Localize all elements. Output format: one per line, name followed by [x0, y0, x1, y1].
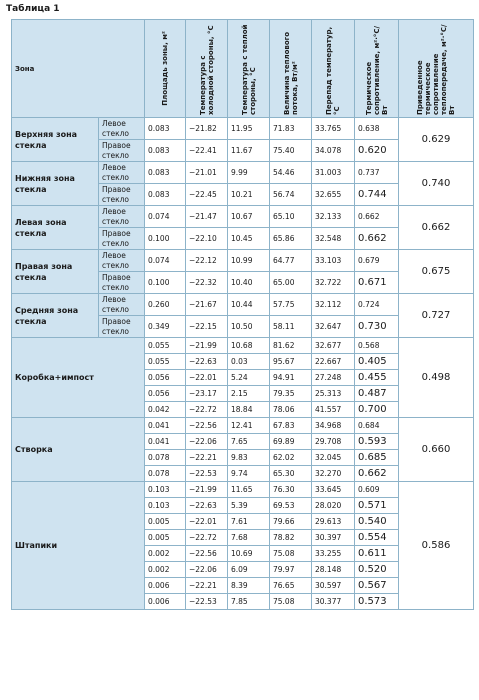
cell-area: 0.005	[145, 514, 186, 530]
cell-r: 0.662	[355, 228, 399, 250]
cell-dt: 30.377	[312, 594, 355, 610]
cell-area: 0.041	[145, 418, 186, 434]
cell-area: 0.056	[145, 370, 186, 386]
sub-zone-name: Левое стекло	[99, 206, 145, 228]
cell-r: 0.487	[355, 386, 399, 402]
cell-t-warm: 10.21	[228, 184, 270, 206]
cell-area: 0.055	[145, 338, 186, 354]
cell-reduced-r: 0.629	[399, 118, 474, 162]
cell-flux: 79.97	[270, 562, 312, 578]
cell-t-warm: 5.24	[228, 370, 270, 386]
cell-r: 0.662	[355, 206, 399, 228]
sub-zone-name: Левое стекло	[99, 118, 145, 140]
cell-t-warm: 10.45	[228, 228, 270, 250]
cell-dt: 33.103	[312, 250, 355, 272]
cell-t-warm: 5.39	[228, 498, 270, 514]
cell-t-warm: 2.15	[228, 386, 270, 402]
cell-t-cold: −22.21	[186, 578, 228, 594]
table-row	[12, 338, 474, 354]
cell-flux: 54.46	[270, 162, 312, 184]
cell-flux: 67.83	[270, 418, 312, 434]
cell-area: 0.042	[145, 402, 186, 418]
cell-t-cold: −22.01	[186, 514, 228, 530]
cell-t-warm: 12.41	[228, 418, 270, 434]
cell-dt: 32.045	[312, 450, 355, 466]
cell-r: 0.638	[355, 118, 399, 140]
zone-name: Правая зона стекла	[12, 250, 99, 294]
cell-r: 0.684	[355, 418, 399, 434]
cell-t-warm: 11.67	[228, 140, 270, 162]
cell-dt: 27.248	[312, 370, 355, 386]
zone-name: Нижняя зона стекла	[12, 162, 99, 206]
header-r: Термическое сопротивление, м²·°С/Вт	[355, 20, 399, 118]
cell-flux: 76.30	[270, 482, 312, 498]
cell-r: 0.737	[355, 162, 399, 184]
cell-t-cold: −21.99	[186, 482, 228, 498]
cell-dt: 30.597	[312, 578, 355, 594]
cell-area: 0.006	[145, 594, 186, 610]
cell-dt: 34.078	[312, 140, 355, 162]
sub-zone-name: Левое стекло	[99, 294, 145, 316]
cell-t-warm: 10.50	[228, 316, 270, 338]
cell-flux: 75.08	[270, 546, 312, 562]
cell-flux: 56.74	[270, 184, 312, 206]
cell-r: 0.662	[355, 466, 399, 482]
cell-t-warm: 18.84	[228, 402, 270, 418]
cell-r: 0.611	[355, 546, 399, 562]
zone-name: Створка	[12, 418, 145, 482]
cell-t-cold: −22.41	[186, 140, 228, 162]
cell-r: 0.405	[355, 354, 399, 370]
cell-r: 0.685	[355, 450, 399, 466]
table-row	[12, 418, 474, 434]
cell-area: 0.056	[145, 386, 186, 402]
cell-t-cold: −22.15	[186, 316, 228, 338]
header-t-warm: Температура с теплой стороны, °С	[228, 20, 270, 118]
cell-area: 0.005	[145, 530, 186, 546]
cell-r: 0.567	[355, 578, 399, 594]
cell-t-cold: −21.67	[186, 294, 228, 316]
cell-flux: 78.06	[270, 402, 312, 418]
cell-area: 0.083	[145, 184, 186, 206]
cell-r: 0.679	[355, 250, 399, 272]
cell-t-warm: 7.68	[228, 530, 270, 546]
table-caption: Таблица 1	[6, 4, 60, 14]
cell-area: 0.002	[145, 546, 186, 562]
cell-area: 0.103	[145, 482, 186, 498]
cell-flux: 79.66	[270, 514, 312, 530]
cell-area: 0.074	[145, 206, 186, 228]
cell-flux: 62.02	[270, 450, 312, 466]
cell-dt: 32.112	[312, 294, 355, 316]
cell-flux: 65.00	[270, 272, 312, 294]
cell-t-warm: 10.67	[228, 206, 270, 228]
cell-flux: 76.65	[270, 578, 312, 594]
sub-zone-name: Правое стекло	[99, 272, 145, 294]
cell-reduced-r: 0.740	[399, 162, 474, 206]
cell-dt: 32.722	[312, 272, 355, 294]
cell-t-cold: −22.06	[186, 562, 228, 578]
cell-t-warm: 7.85	[228, 594, 270, 610]
sub-zone-name: Левое стекло	[99, 250, 145, 272]
cell-t-cold: −21.01	[186, 162, 228, 184]
cell-r: 0.700	[355, 402, 399, 418]
cell-area: 0.260	[145, 294, 186, 316]
zone-name: Левая зона стекла	[12, 206, 99, 250]
cell-t-cold: −22.63	[186, 354, 228, 370]
cell-flux: 69.53	[270, 498, 312, 514]
cell-flux: 58.11	[270, 316, 312, 338]
cell-area: 0.103	[145, 498, 186, 514]
cell-dt: 41.557	[312, 402, 355, 418]
cell-t-cold: −22.56	[186, 418, 228, 434]
sub-zone-name: Левое стекло	[99, 162, 145, 184]
cell-reduced-r: 0.586	[399, 482, 474, 610]
sub-zone-name: Правое стекло	[99, 316, 145, 338]
data-table	[11, 19, 474, 610]
cell-area: 0.083	[145, 140, 186, 162]
cell-area: 0.078	[145, 466, 186, 482]
cell-flux: 57.75	[270, 294, 312, 316]
cell-r: 0.573	[355, 594, 399, 610]
cell-reduced-r: 0.662	[399, 206, 474, 250]
cell-dt: 25.313	[312, 386, 355, 402]
cell-reduced-r: 0.727	[399, 294, 474, 338]
cell-flux: 94.91	[270, 370, 312, 386]
cell-dt: 33.765	[312, 118, 355, 140]
cell-t-warm: 9.99	[228, 162, 270, 184]
zone-name: Коробка+импост	[12, 338, 145, 418]
cell-dt: 28.148	[312, 562, 355, 578]
cell-flux: 78.82	[270, 530, 312, 546]
header-reduced-r: Приведенное термическое сопротивление теплопередаче, м²·°С/Вт	[399, 20, 474, 118]
cell-dt: 30.397	[312, 530, 355, 546]
cell-t-cold: −22.56	[186, 546, 228, 562]
cell-dt: 32.677	[312, 338, 355, 354]
cell-dt: 32.270	[312, 466, 355, 482]
cell-area: 0.349	[145, 316, 186, 338]
header-dt: Перепад температур, °С	[312, 20, 355, 118]
cell-r: 0.671	[355, 272, 399, 294]
cell-area: 0.078	[145, 450, 186, 466]
cell-area: 0.055	[145, 354, 186, 370]
cell-t-cold: −22.10	[186, 228, 228, 250]
cell-flux: 65.10	[270, 206, 312, 228]
cell-t-cold: −22.53	[186, 466, 228, 482]
cell-r: 0.730	[355, 316, 399, 338]
cell-t-cold: −22.72	[186, 530, 228, 546]
cell-t-cold: −22.63	[186, 498, 228, 514]
cell-r: 0.571	[355, 498, 399, 514]
cell-t-cold: −23.17	[186, 386, 228, 402]
cell-dt: 32.647	[312, 316, 355, 338]
cell-reduced-r: 0.660	[399, 418, 474, 482]
table-row	[12, 294, 474, 316]
cell-t-warm: 10.40	[228, 272, 270, 294]
cell-t-warm: 6.09	[228, 562, 270, 578]
cell-reduced-r: 0.675	[399, 250, 474, 294]
cell-dt: 28.020	[312, 498, 355, 514]
cell-t-cold: −22.06	[186, 434, 228, 450]
cell-flux: 65.30	[270, 466, 312, 482]
cell-t-cold: −22.01	[186, 370, 228, 386]
cell-area: 0.074	[145, 250, 186, 272]
sub-zone-name: Правое стекло	[99, 228, 145, 250]
cell-area: 0.083	[145, 162, 186, 184]
cell-t-cold: −22.12	[186, 250, 228, 272]
cell-area: 0.100	[145, 228, 186, 250]
cell-r: 0.744	[355, 184, 399, 206]
cell-dt: 29.708	[312, 434, 355, 450]
cell-r: 0.554	[355, 530, 399, 546]
cell-dt: 31.003	[312, 162, 355, 184]
cell-area: 0.006	[145, 578, 186, 594]
cell-t-cold: −21.82	[186, 118, 228, 140]
cell-flux: 75.40	[270, 140, 312, 162]
cell-area: 0.041	[145, 434, 186, 450]
cell-dt: 33.255	[312, 546, 355, 562]
cell-t-warm: 10.44	[228, 294, 270, 316]
table-row	[12, 162, 474, 184]
cell-dt: 34.968	[312, 418, 355, 434]
cell-flux: 95.67	[270, 354, 312, 370]
cell-flux: 71.83	[270, 118, 312, 140]
cell-t-cold: −22.21	[186, 450, 228, 466]
cell-t-warm: 9.83	[228, 450, 270, 466]
sub-zone-name: Правое стекло	[99, 140, 145, 162]
cell-t-cold: −21.99	[186, 338, 228, 354]
cell-area: 0.083	[145, 118, 186, 140]
cell-t-warm: 0.03	[228, 354, 270, 370]
cell-r: 0.609	[355, 482, 399, 498]
cell-area: 0.100	[145, 272, 186, 294]
cell-flux: 64.77	[270, 250, 312, 272]
cell-flux: 79.35	[270, 386, 312, 402]
table-row	[12, 482, 474, 498]
header-flux: Величина теплового потока, Вт/м²	[270, 20, 312, 118]
cell-r: 0.724	[355, 294, 399, 316]
cell-t-warm: 10.68	[228, 338, 270, 354]
cell-reduced-r: 0.498	[399, 338, 474, 418]
cell-r: 0.540	[355, 514, 399, 530]
table-row	[12, 118, 474, 140]
cell-flux: 75.08	[270, 594, 312, 610]
cell-dt: 22.667	[312, 354, 355, 370]
cell-t-warm: 10.69	[228, 546, 270, 562]
cell-t-warm: 9.74	[228, 466, 270, 482]
table-row	[12, 250, 474, 272]
cell-t-cold: −22.72	[186, 402, 228, 418]
cell-dt: 32.133	[312, 206, 355, 228]
cell-t-warm: 7.65	[228, 434, 270, 450]
cell-dt: 29.613	[312, 514, 355, 530]
cell-r: 0.568	[355, 338, 399, 354]
cell-t-warm: 11.65	[228, 482, 270, 498]
cell-dt: 33.645	[312, 482, 355, 498]
cell-flux: 65.86	[270, 228, 312, 250]
zone-name: Штапики	[12, 482, 145, 610]
header-zone: Зона	[12, 20, 145, 118]
cell-t-warm: 10.99	[228, 250, 270, 272]
cell-t-cold: −21.47	[186, 206, 228, 228]
cell-t-warm: 11.95	[228, 118, 270, 140]
cell-area: 0.002	[145, 562, 186, 578]
header-t-cold: Температура с холодной стороны, °С	[186, 20, 228, 118]
sub-zone-name: Правое стекло	[99, 184, 145, 206]
cell-dt: 32.548	[312, 228, 355, 250]
header-area: Площадь зоны, м²	[145, 20, 186, 118]
cell-r: 0.620	[355, 140, 399, 162]
cell-r: 0.593	[355, 434, 399, 450]
cell-dt: 32.655	[312, 184, 355, 206]
cell-flux: 69.89	[270, 434, 312, 450]
cell-t-cold: −22.32	[186, 272, 228, 294]
cell-t-warm: 8.39	[228, 578, 270, 594]
table-row	[12, 206, 474, 228]
cell-flux: 81.62	[270, 338, 312, 354]
cell-r: 0.520	[355, 562, 399, 578]
cell-t-cold: −22.45	[186, 184, 228, 206]
zone-name: Средняя зона стекла	[12, 294, 99, 338]
cell-t-cold: −22.53	[186, 594, 228, 610]
cell-t-warm: 7.61	[228, 514, 270, 530]
zone-name: Верхняя зона стекла	[12, 118, 99, 162]
cell-r: 0.455	[355, 370, 399, 386]
